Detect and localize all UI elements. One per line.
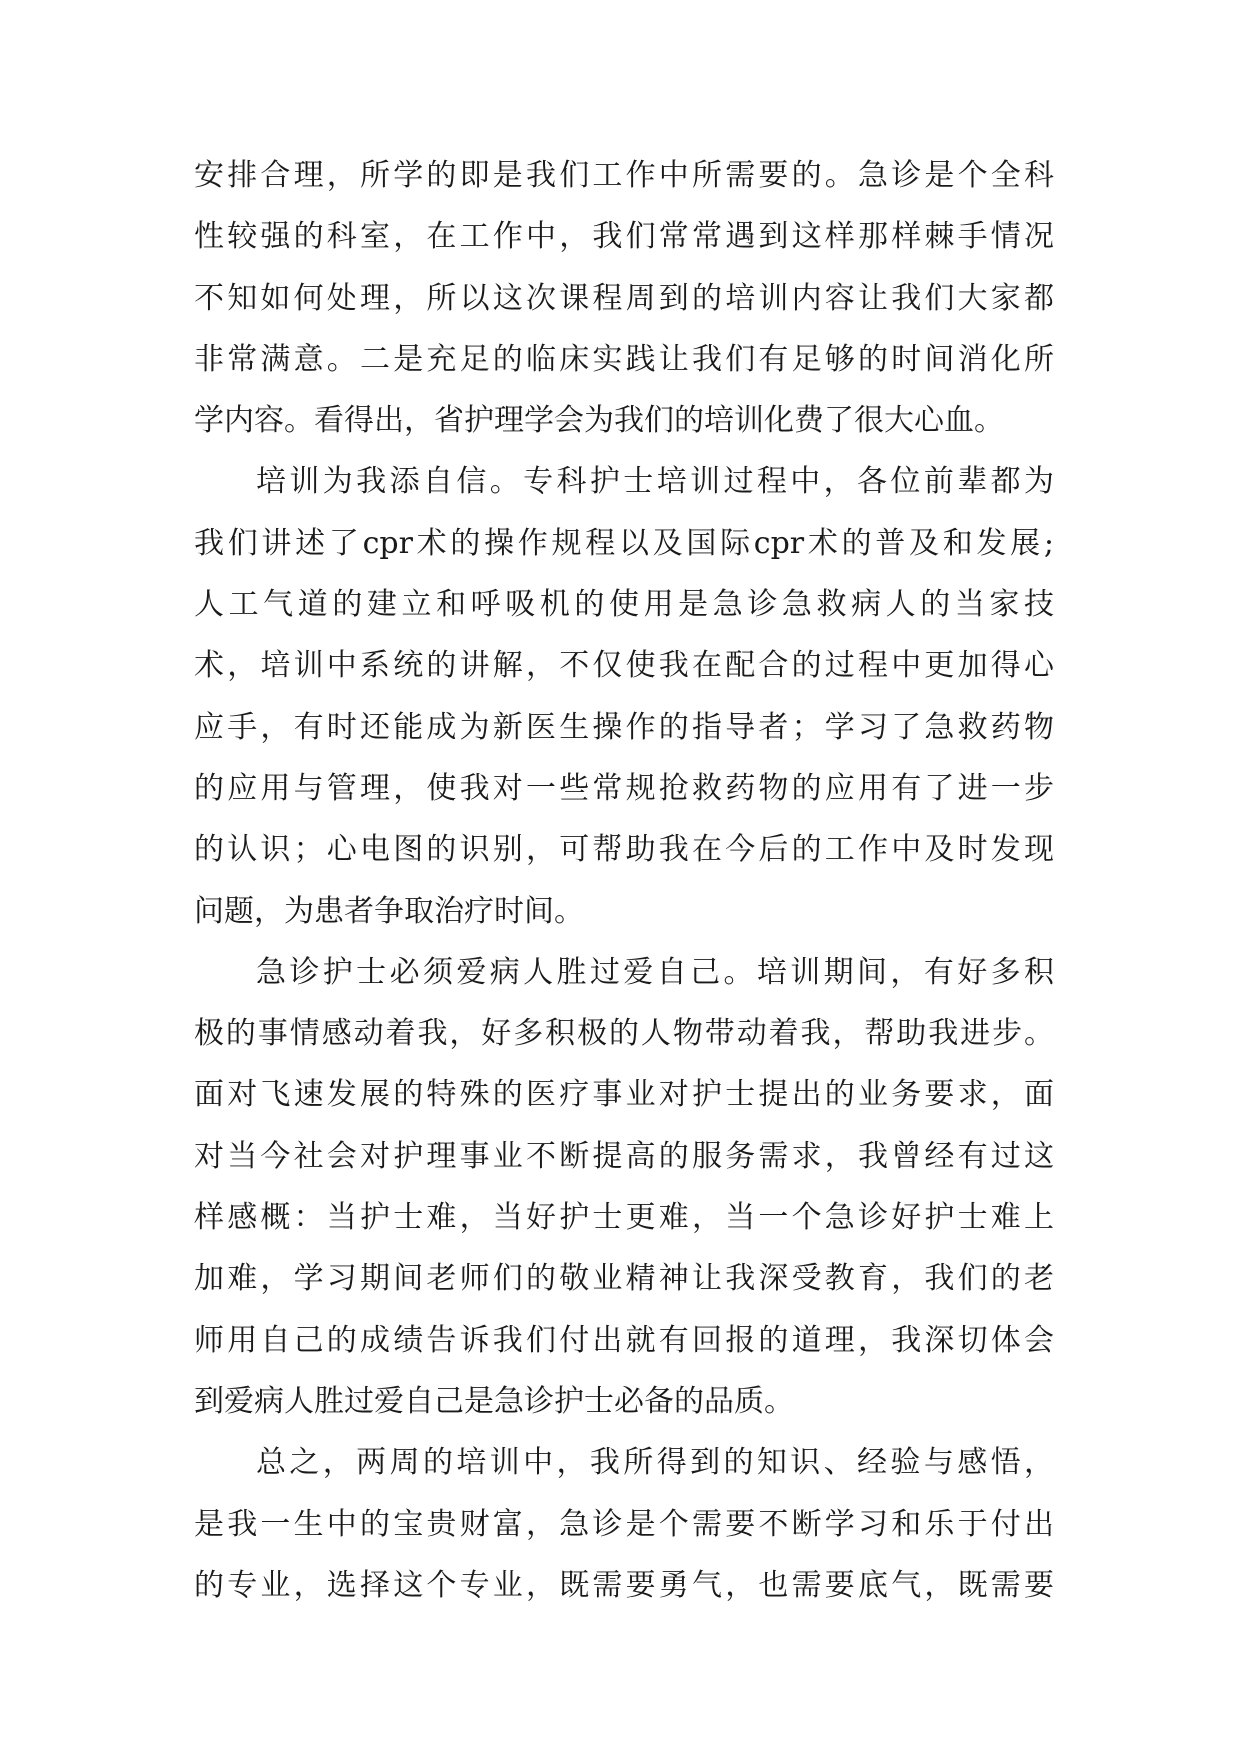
text-line: 术，培训中系统的讲解，不仅使我在配合的过程中更加得心 bbox=[194, 648, 1054, 684]
text-line: 非常满意。二是充足的临床实践让我们有足够的时间消化所 bbox=[194, 341, 1054, 377]
text-line: 问题，为患者争取治疗时间。 bbox=[194, 893, 584, 929]
text-line: 极的事情感动着我，好多积极的人物带动着我，帮助我进步。 bbox=[194, 1016, 1054, 1052]
text-line: 的认识；心电图的识别，可帮助我在今后的工作中及时发现 bbox=[194, 832, 1054, 868]
text-line: 加难，学习期间老师们的敬业精神让我深受教育，我们的老 bbox=[194, 1261, 1054, 1297]
text-line: 对当今社会对护理事业不断提高的服务需求，我曾经有过这 bbox=[194, 1138, 1054, 1174]
text-line: 的应用与管理，使我对一些常规抢救药物的应用有了进一步 bbox=[194, 770, 1054, 806]
text-line: 性较强的科室，在工作中，我们常常遇到这样那样棘手情况 bbox=[194, 219, 1054, 255]
text-line: 面对飞速发展的特殊的医疗事业对护士提出的业务要求，面 bbox=[194, 1077, 1054, 1113]
paragraph-first-line: 总之，两周的培训中，我所得到的知识、经验与感悟， bbox=[256, 1445, 1054, 1481]
text-line: 学内容。看得出，省护理学会为我们的培训化费了很大心血。 bbox=[194, 403, 1004, 439]
text-line: 安排合理，所学的即是我们工作中所需要的。急诊是个全科 bbox=[194, 158, 1054, 193]
text-line: 样感概：当护士难，当好护士更难，当一个急诊好护士难上 bbox=[194, 1200, 1054, 1236]
text-line: 应手，有时还能成为新医生操作的指导者；学习了急救药物 bbox=[194, 709, 1054, 745]
paragraph-first-line: 急诊护士必须爱病人胜过爱自己。培训期间，有好多积 bbox=[256, 954, 1054, 990]
document-body bbox=[194, 145, 1054, 1616]
text-line: 我们讲述了cpr术的操作规程以及国际cpr术的普及和发展; bbox=[194, 525, 1054, 561]
paragraph-first-line: 培训为我添自信。专科护士培训过程中，各位前辈都为 bbox=[256, 464, 1054, 500]
text-line: 不知如何处理，所以这次课程周到的培训内容让我们大家都 bbox=[194, 280, 1054, 316]
text-line: 的专业，选择这个专业，既需要勇气，也需要底气，既需要 bbox=[194, 1567, 1054, 1603]
text-line: 是我一生中的宝贵财富，急诊是个需要不断学习和乐于付出 bbox=[194, 1506, 1054, 1542]
text-line: 师用自己的成绩告诉我们付出就有回报的道理，我深切体会 bbox=[194, 1322, 1054, 1358]
text-line: 到爱病人胜过爱自己是急诊护士必备的品质。 bbox=[194, 1383, 794, 1419]
text-line: 人工气道的建立和呼吸机的使用是急诊急救病人的当家技 bbox=[194, 587, 1054, 623]
